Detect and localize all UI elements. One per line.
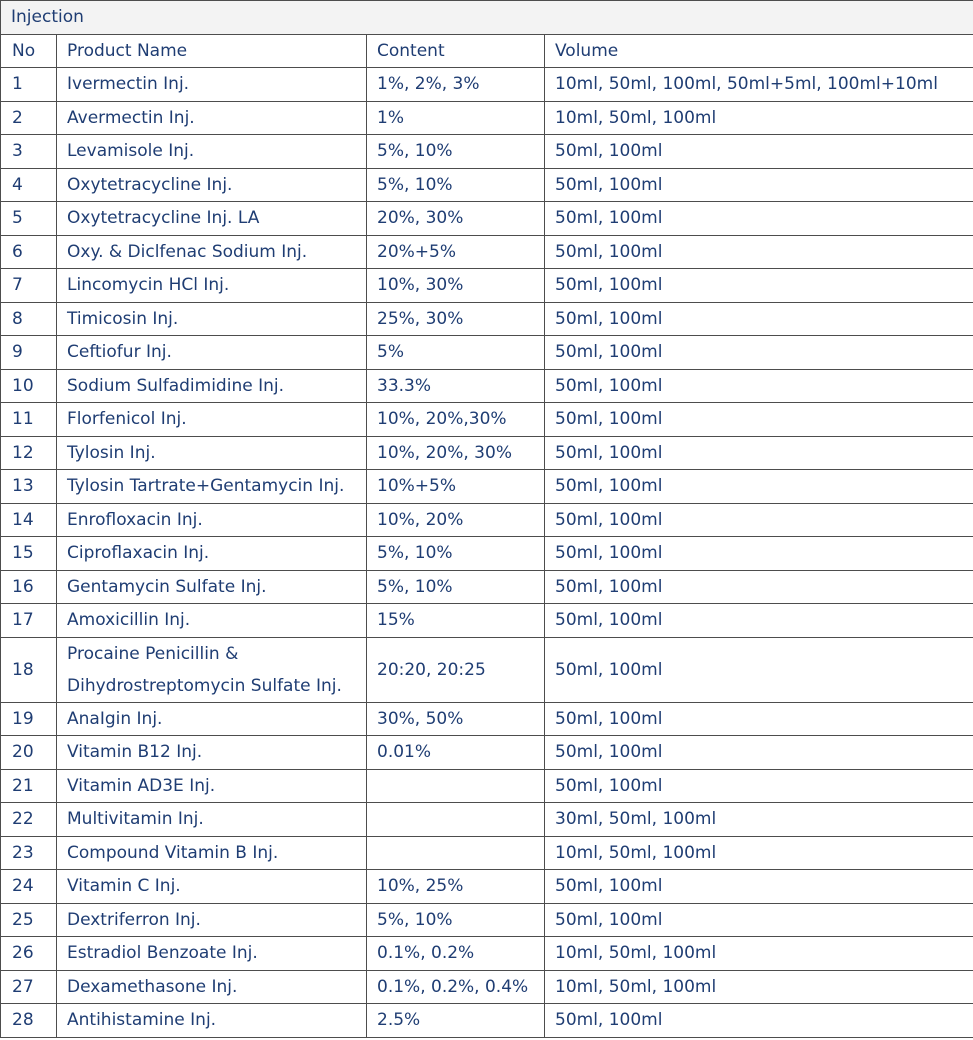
cell-no: 14 — [1, 503, 57, 537]
cell-content: 0.1%, 0.2% — [367, 937, 545, 971]
cell-content: 10%+5% — [367, 470, 545, 504]
cell-volume: 50ml, 100ml — [545, 269, 973, 303]
cell-no: 25 — [1, 903, 57, 937]
cell-product-name: Vitamin AD3E Inj. — [57, 769, 367, 803]
cell-no: 5 — [1, 202, 57, 236]
cell-content: 10%, 25% — [367, 870, 545, 904]
cell-product-name: Multivitamin Inj. — [57, 803, 367, 837]
cell-no: 10 — [1, 369, 57, 403]
cell-volume: 50ml, 100ml — [545, 702, 973, 736]
cell-content: 33.3% — [367, 369, 545, 403]
cell-volume: 50ml, 100ml — [545, 336, 973, 370]
cell-no: 21 — [1, 769, 57, 803]
header-volume: Volume — [545, 34, 973, 68]
cell-product-name — [57, 637, 367, 702]
cell-content — [367, 836, 545, 870]
cell-content: 30%, 50% — [367, 702, 545, 736]
cell-product-name: Tylosin Tartrate+Gentamycin Inj. — [57, 470, 367, 504]
cell-product-name: Timicosin Inj. — [57, 302, 367, 336]
cell-no: 11 — [1, 403, 57, 437]
cell-product-name: Compound Vitamin B Inj. — [57, 836, 367, 870]
cell-content: 1%, 2%, 3% — [367, 68, 545, 102]
table-row — [1, 336, 973, 370]
cell-volume: 50ml, 100ml — [545, 503, 973, 537]
cell-product-name: Amoxicillin Inj. — [57, 604, 367, 638]
cell-volume: 50ml, 100ml — [545, 302, 973, 336]
cell-content: 10%, 20% — [367, 503, 545, 537]
table-title-row — [1, 1, 973, 35]
table-row — [1, 903, 973, 937]
product-name-line-2: Dihydrostreptomycin Sulfate Inj. — [67, 675, 342, 696]
cell-no: 24 — [1, 870, 57, 904]
cell-volume: 50ml, 100ml — [545, 135, 973, 169]
cell-volume: 50ml, 100ml — [545, 168, 973, 202]
table-row — [1, 970, 973, 1004]
cell-product-name: Vitamin C Inj. — [57, 870, 367, 904]
cell-content: 20:20, 20:25 — [367, 637, 545, 702]
cell-product-name: Ceftiofur Inj. — [57, 336, 367, 370]
cell-volume: 50ml, 100ml — [545, 903, 973, 937]
cell-no: 13 — [1, 470, 57, 504]
cell-product-name: Antihistamine Inj. — [57, 1004, 367, 1038]
cell-no: 27 — [1, 970, 57, 1004]
cell-content: 5%, 10% — [367, 903, 545, 937]
cell-volume: 50ml, 100ml — [545, 1004, 973, 1038]
table-row — [1, 302, 973, 336]
cell-no: 4 — [1, 168, 57, 202]
cell-volume: 50ml, 100ml — [545, 235, 973, 269]
cell-product-name: Oxytetracycline Inj. LA — [57, 202, 367, 236]
cell-content: 2.5% — [367, 1004, 545, 1038]
cell-volume: 10ml, 50ml, 100ml — [545, 101, 973, 135]
table-body — [1, 1, 973, 1038]
cell-content: 10%, 30% — [367, 269, 545, 303]
cell-product-name: Levamisole Inj. — [57, 135, 367, 169]
table-row — [1, 470, 973, 504]
cell-volume: 50ml, 100ml — [545, 202, 973, 236]
cell-volume: 50ml, 100ml — [545, 736, 973, 770]
table-row — [1, 870, 973, 904]
cell-product-name: Vitamin B12 Inj. — [57, 736, 367, 770]
cell-product-name: Enrofloxacin Inj. — [57, 503, 367, 537]
cell-volume: 30ml, 50ml, 100ml — [545, 803, 973, 837]
cell-content: 25%, 30% — [367, 302, 545, 336]
table-row — [1, 235, 973, 269]
cell-product-name: Oxytetracycline Inj. — [57, 168, 367, 202]
cell-no: 22 — [1, 803, 57, 837]
cell-no: 26 — [1, 937, 57, 971]
cell-no: 3 — [1, 135, 57, 169]
table-row — [1, 570, 973, 604]
cell-no: 15 — [1, 537, 57, 571]
header-row — [1, 34, 973, 68]
table-row — [1, 769, 973, 803]
cell-content: 0.01% — [367, 736, 545, 770]
cell-no: 1 — [1, 68, 57, 102]
cell-volume: 50ml, 100ml — [545, 403, 973, 437]
cell-no: 8 — [1, 302, 57, 336]
cell-product-name: Avermectin Inj. — [57, 101, 367, 135]
table-row — [1, 537, 973, 571]
cell-no: 28 — [1, 1004, 57, 1038]
cell-no: 2 — [1, 101, 57, 135]
cell-content — [367, 769, 545, 803]
cell-content: 5%, 10% — [367, 135, 545, 169]
cell-product-name: Florfenicol Inj. — [57, 403, 367, 437]
header-no: No — [1, 34, 57, 68]
cell-product-name: Dexamethasone Inj. — [57, 970, 367, 1004]
cell-content: 20%+5% — [367, 235, 545, 269]
cell-product-name: Estradiol Benzoate Inj. — [57, 937, 367, 971]
cell-volume: 50ml, 100ml — [545, 369, 973, 403]
cell-content: 10%, 20%, 30% — [367, 436, 545, 470]
table-row — [1, 836, 973, 870]
table-row — [1, 168, 973, 202]
cell-no: 9 — [1, 336, 57, 370]
cell-volume: 50ml, 100ml — [545, 870, 973, 904]
product-name-line-1: Procaine Penicillin & — [67, 643, 239, 664]
table-row — [1, 637, 973, 702]
table-row — [1, 503, 973, 537]
cell-content: 5% — [367, 336, 545, 370]
cell-volume: 10ml, 50ml, 100ml — [545, 836, 973, 870]
cell-no: 19 — [1, 702, 57, 736]
cell-no: 6 — [1, 235, 57, 269]
cell-content: 20%, 30% — [367, 202, 545, 236]
cell-volume: 10ml, 50ml, 100ml — [545, 970, 973, 1004]
table-row — [1, 803, 973, 837]
cell-volume: 50ml, 100ml — [545, 570, 973, 604]
cell-no: 7 — [1, 269, 57, 303]
header-product-name: Product Name — [57, 34, 367, 68]
cell-content: 15% — [367, 604, 545, 638]
table-row — [1, 604, 973, 638]
table-row — [1, 101, 973, 135]
cell-product-name: Oxy. & Diclfenac Sodium Inj. — [57, 235, 367, 269]
table-row — [1, 135, 973, 169]
cell-content: 5%, 10% — [367, 537, 545, 571]
cell-volume: 10ml, 50ml, 100ml — [545, 937, 973, 971]
cell-no: 20 — [1, 736, 57, 770]
cell-content: 5%, 10% — [367, 570, 545, 604]
cell-volume: 50ml, 100ml — [545, 769, 973, 803]
table-row — [1, 937, 973, 971]
cell-product-name: Gentamycin Sulfate Inj. — [57, 570, 367, 604]
cell-content: 0.1%, 0.2%, 0.4% — [367, 970, 545, 1004]
table-row — [1, 736, 973, 770]
table-row — [1, 369, 973, 403]
cell-no: 12 — [1, 436, 57, 470]
cell-product-name: Ivermectin Inj. — [57, 68, 367, 102]
header-content: Content — [367, 34, 545, 68]
cell-volume: 50ml, 100ml — [545, 637, 973, 702]
table-row — [1, 1004, 973, 1038]
cell-volume: 50ml, 100ml — [545, 604, 973, 638]
cell-content — [367, 803, 545, 837]
cell-no: 18 — [1, 637, 57, 702]
cell-no: 17 — [1, 604, 57, 638]
cell-volume: 10ml, 50ml, 100ml, 50ml+5ml, 100ml+10ml — [545, 68, 973, 102]
table-row — [1, 269, 973, 303]
table-row — [1, 403, 973, 437]
cell-content: 1% — [367, 101, 545, 135]
table-title: Injection — [1, 1, 973, 35]
cell-product-name: AnaIgin Inj. — [57, 702, 367, 736]
table-row — [1, 436, 973, 470]
cell-volume: 50ml, 100ml — [545, 470, 973, 504]
cell-volume: 50ml, 100ml — [545, 436, 973, 470]
table-row — [1, 202, 973, 236]
cell-content: 10%, 20%,30% — [367, 403, 545, 437]
cell-no: 23 — [1, 836, 57, 870]
cell-product-name: Tylosin Inj. — [57, 436, 367, 470]
cell-product-name: Lincomycin HCl Inj. — [57, 269, 367, 303]
table-row — [1, 702, 973, 736]
cell-volume: 50ml, 100ml — [545, 537, 973, 571]
cell-no: 16 — [1, 570, 57, 604]
cell-content: 5%, 10% — [367, 168, 545, 202]
table-row — [1, 68, 973, 102]
cell-product-name: Dextriferron Inj. — [57, 903, 367, 937]
cell-product-name: Ciproflaxacin Inj. — [57, 537, 367, 571]
cell-product-name: Sodium Sulfadimidine Inj. — [57, 369, 367, 403]
